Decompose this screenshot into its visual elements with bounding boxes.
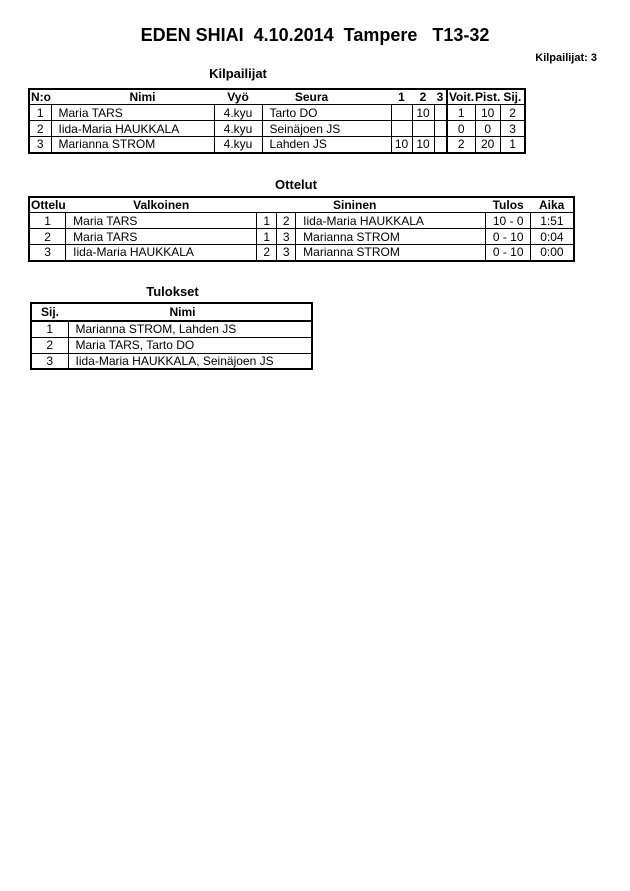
col-header-white-number [257,197,277,213]
competitors-count: Kilpailijat: 3 [535,52,597,64]
cell-tulos: 0 - 10 [486,245,531,261]
cell-nimi: Maria TARS [51,105,214,121]
cell-vyo: 4.kyu [214,137,262,153]
col-header-vyo: Vyö [214,89,262,105]
cell-match-no: 1 [29,213,66,229]
cell-voit: 0 [447,121,475,137]
cell-valkoinen: Maria TARS [66,213,257,229]
col-header-aika: Aika [531,197,574,213]
cell-blue-number: 2 [277,213,296,229]
col-header-valkoinen: Valkoinen [66,197,257,213]
result-row [31,353,312,369]
col-header-tulos: Tulos [486,197,531,213]
results-header-row [31,303,312,321]
cell-tulos: 0 - 10 [486,229,531,245]
matches-table [28,196,575,262]
cell-nimi: Iida-Maria HAUKKALA [51,121,214,137]
col-header-sij: Sij. [31,303,68,321]
cell-white-number: 1 [257,213,277,229]
result-row [31,337,312,353]
cell-sij: 1 [500,137,525,153]
cell-white-number: 2 [257,245,277,261]
cell-round1 [391,105,412,121]
cell-nimi: Marianna STROM, Lahden JS [68,321,312,337]
cell-sij: 2 [500,105,525,121]
cell-round1 [391,121,412,137]
match-row [29,245,574,261]
competitor-row [29,137,525,153]
match-row [29,229,574,245]
cell-no: 3 [29,137,51,153]
cell-voit: 2 [447,137,475,153]
result-row [31,321,312,337]
cell-sininen: Marianna STROM [296,229,486,245]
section-title-ottelut: Ottelut [275,177,317,192]
cell-aika: 0:04 [531,229,574,245]
cell-sininen: Iida-Maria HAUKKALA [296,213,486,229]
cell-white-number: 1 [257,229,277,245]
cell-sij: 3 [500,121,525,137]
col-header-no: N:o [31,90,51,104]
cell-vyo: 4.kyu [214,105,262,121]
results-table [30,302,313,370]
section-title-kilpailijat: Kilpailijat [209,66,267,81]
col-header-pist: Pist. [475,90,501,104]
match-row [29,213,574,229]
col-header-ottelu: Ottelu [31,198,66,212]
matches-header-row [29,197,574,213]
section-title-tulokset: Tulokset [146,284,199,299]
cell-aika: 0:00 [531,245,574,261]
cell-round3 [434,105,447,121]
competitor-row [29,105,525,121]
cell-blue-number: 3 [277,229,296,245]
cell-match-no: 2 [29,229,66,245]
competitor-row [29,121,525,137]
cell-round1: 10 [391,137,412,153]
cell-valkoinen: Iida-Maria HAUKKALA [66,245,257,261]
cell-no: 1 [29,105,51,121]
cell-blue-number: 3 [277,245,296,261]
col-header-sij: Sij. [500,89,525,105]
cell-round3 [434,137,447,153]
cell-sij: 1 [31,321,68,337]
col-header-nimi: Nimi [68,303,312,321]
cell-nimi: Iida-Maria HAUKKALA, Seinäjoen JS [68,353,312,369]
cell-match-no: 3 [29,245,66,261]
cell-round2 [412,121,434,137]
col-header-sininen: Sininen [296,197,486,213]
cell-tulos: 10 - 0 [486,213,531,229]
col-header-voit: Voit. [448,90,475,104]
col-header-blue-number [277,197,296,213]
page-title: EDEN SHIAI 4.10.2014 Tampere T13-32 [140,25,490,45]
col-header-round2: 2 [412,89,434,105]
cell-nimi: Maria TARS, Tarto DO [68,337,312,353]
cell-round2: 10 [412,105,434,121]
cell-vyo: 4.kyu [214,121,262,137]
cell-voit: 1 [447,105,475,121]
cell-sij: 3 [31,353,68,369]
cell-seura: Seinäjoen JS [262,121,391,137]
cell-pist: 10 [475,105,500,121]
cell-nimi: Marianna STROM [51,137,214,153]
cell-round2: 10 [412,137,434,153]
cell-round3 [434,121,447,137]
col-header-round1: 1 [391,89,412,105]
competitors-table [28,88,526,154]
col-header-seura: Seura [262,89,391,105]
cell-aika: 1:51 [531,213,574,229]
cell-seura: Lahden JS [262,137,391,153]
cell-sininen: Marianna STROM [296,245,486,261]
cell-no: 2 [29,121,51,137]
cell-valkoinen: Maria TARS [66,229,257,245]
cell-pist: 0 [475,121,500,137]
cell-sij: 2 [31,337,68,353]
col-header-round3: 3 [434,89,447,105]
col-header-nimi: Nimi [51,89,214,105]
competitors-header-row [29,89,525,105]
cell-seura: Tarto DO [262,105,391,121]
cell-pist: 20 [475,137,500,153]
